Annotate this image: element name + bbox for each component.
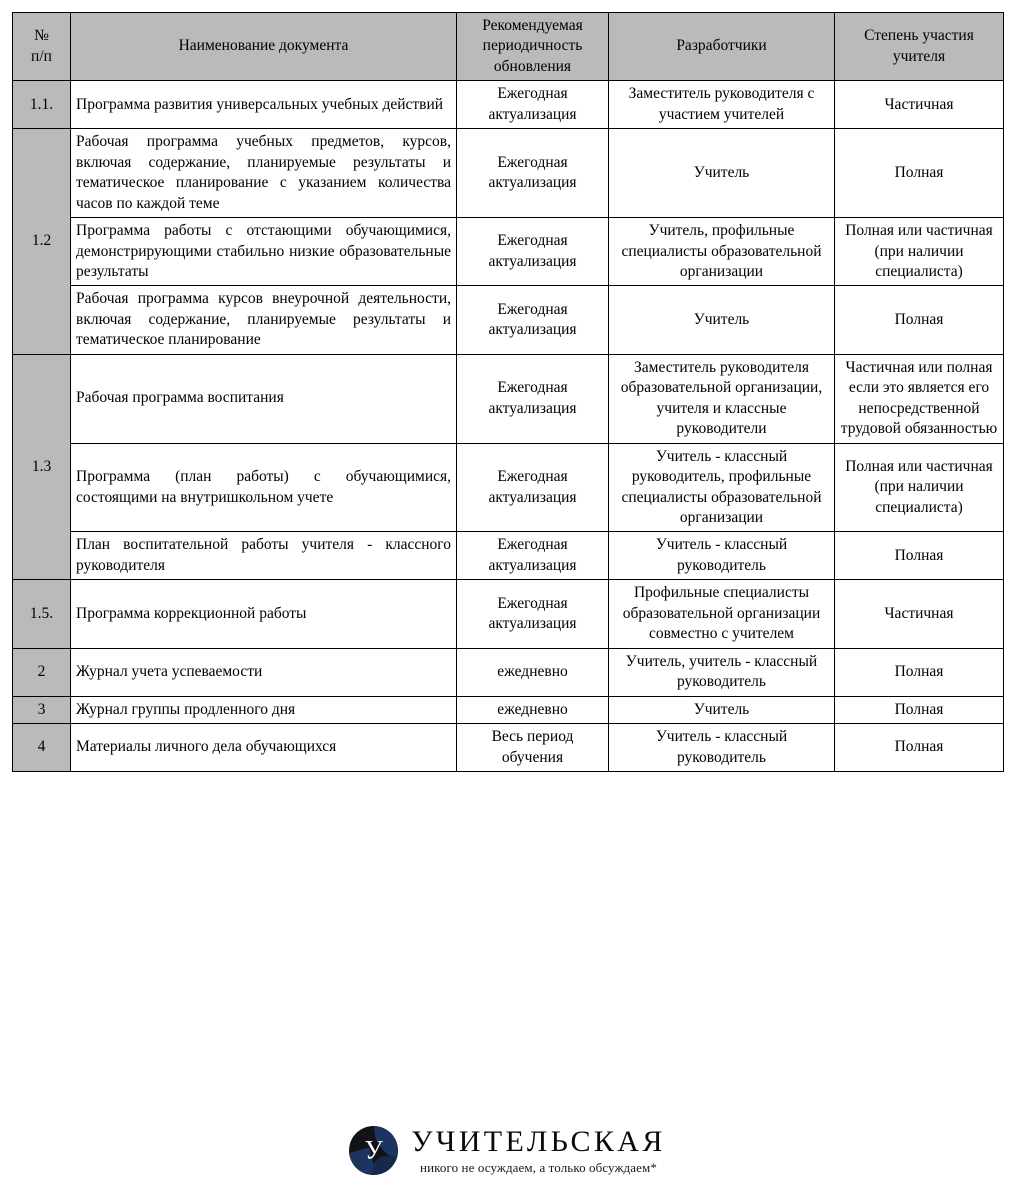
teacher-participation-cell: Полная <box>835 129 1004 218</box>
column-header-number-line2: п/п <box>31 47 52 65</box>
document-name-cell: Рабочая программа курсов внеурочной деятельности, включая содержание, планируемые результаты и тематическое планирование <box>71 286 457 354</box>
update-frequency-cell: Ежегодная актуализация <box>457 81 609 129</box>
column-header-document-name: Наименование документа <box>71 13 457 81</box>
row-number-cell: 3 <box>13 696 71 723</box>
document-name-cell: Материалы личного дела обучающихся <box>71 724 457 772</box>
developers-cell: Учитель <box>609 286 835 354</box>
developers-cell: Учитель - классный руководитель, профильные специалисты образовательной организации <box>609 443 835 532</box>
documents-table <box>12 12 1004 772</box>
table-row <box>13 218 1004 286</box>
developers-cell: Учитель, учитель - классный руководитель <box>609 648 835 696</box>
developers-cell: Профильные специалисты образовательной организации совместно с учителем <box>609 580 835 648</box>
table-row <box>13 443 1004 532</box>
table-header-row <box>13 13 1004 81</box>
logo-text-block <box>411 1127 666 1174</box>
document-name-cell: Программа развития универсальных учебных действий <box>71 81 457 129</box>
row-number-cell: 1.5. <box>13 580 71 648</box>
teacher-participation-cell: Полная <box>835 648 1004 696</box>
logo-tagline: никого не осуждаем, а только обсуждаем* <box>420 1160 657 1175</box>
document-name-cell: Рабочая программа воспитания <box>71 354 457 443</box>
logo-title: УЧИТЕЛЬСКАЯ <box>411 1125 666 1158</box>
update-frequency-cell: Ежегодная актуализация <box>457 354 609 443</box>
update-frequency-cell: ежедневно <box>457 648 609 696</box>
update-frequency-cell: Ежегодная актуализация <box>457 286 609 354</box>
update-frequency-cell: ежедневно <box>457 696 609 723</box>
table-row <box>13 580 1004 648</box>
footer-logo <box>0 1126 1015 1175</box>
column-header-teacher-participation <box>835 13 1004 81</box>
column-header-participation-line2: учителя <box>892 47 946 65</box>
teacher-participation-cell: Частичная <box>835 580 1004 648</box>
table-row <box>13 354 1004 443</box>
teacher-participation-cell: Полная <box>835 724 1004 772</box>
table-row <box>13 648 1004 696</box>
column-header-update-frequency <box>457 13 609 81</box>
developers-cell: Учитель - классный руководитель <box>609 532 835 580</box>
developers-cell: Учитель <box>609 129 835 218</box>
update-frequency-cell: Ежегодная актуализация <box>457 443 609 532</box>
developers-cell: Учитель, профильные специалисты образовательной организации <box>609 218 835 286</box>
column-header-frequency-line3: обновления <box>493 57 572 75</box>
developers-cell: Заместитель руководителя образовательной организации, учителя и классные руководители <box>609 354 835 443</box>
teacher-participation-cell: Полная <box>835 286 1004 354</box>
documents-table-container <box>12 12 1003 772</box>
update-frequency-cell: Ежегодная актуализация <box>457 532 609 580</box>
row-number-cell: 1.1. <box>13 81 71 129</box>
table-row <box>13 286 1004 354</box>
table-row <box>13 129 1004 218</box>
table-body <box>13 81 1004 772</box>
update-frequency-cell: Ежегодная актуализация <box>457 218 609 286</box>
row-number-cell: 1.2 <box>13 129 71 355</box>
document-name-cell: Журнал группы продленного дня <box>71 696 457 723</box>
document-name-cell: Журнал учета успеваемости <box>71 648 457 696</box>
document-name-cell: Программа (план работы) с обучающимися, состоящими на внутришкольном учете <box>71 443 457 532</box>
teacher-participation-cell: Полная <box>835 532 1004 580</box>
teacher-participation-cell: Частичная <box>835 81 1004 129</box>
emblem-letter: У <box>364 1134 383 1164</box>
teacher-participation-cell: Полная <box>835 696 1004 723</box>
table-row <box>13 696 1004 723</box>
document-name-cell: План воспитательной работы учителя - классного руководителя <box>71 532 457 580</box>
update-frequency-cell: Ежегодная актуализация <box>457 580 609 648</box>
developers-cell: Учитель <box>609 696 835 723</box>
developers-cell: Учитель - классный руководитель <box>609 724 835 772</box>
update-frequency-cell: Ежегодная актуализация <box>457 129 609 218</box>
document-name-cell: Программа коррекционной работы <box>71 580 457 648</box>
teacher-participation-cell: Полная или частичная (при наличии специалиста) <box>835 218 1004 286</box>
column-header-frequency-line2: периодичность <box>482 37 583 55</box>
row-number-cell: 2 <box>13 648 71 696</box>
table-row <box>13 532 1004 580</box>
column-header-frequency-line1: Рекомендуемая <box>482 17 583 34</box>
developers-cell: Заместитель руководителя с участием учителей <box>609 81 835 129</box>
uchitelskaya-emblem-icon <box>349 1126 398 1175</box>
row-number-cell: 1.3 <box>13 354 71 580</box>
column-header-number <box>13 13 71 81</box>
table-row <box>13 724 1004 772</box>
column-header-number-line1: № <box>34 27 49 45</box>
update-frequency-cell: Весь период обучения <box>457 724 609 772</box>
column-header-participation-line1: Степень участия <box>864 27 974 45</box>
document-name-cell: Программа работы с отстающими обучающимися, демонстрирующими стабильно низкие образовательные результаты <box>71 218 457 286</box>
teacher-participation-cell: Полная или частичная (при наличии специалиста) <box>835 443 1004 532</box>
document-name-cell: Рабочая программа учебных предметов, курсов, включая содержание, планируемые результаты и тематическое планирование с указанием количества часов по каждой теме <box>71 129 457 218</box>
table-row <box>13 81 1004 129</box>
row-number-cell: 4 <box>13 724 71 772</box>
column-header-developers: Разработчики <box>609 13 835 81</box>
table-header <box>13 13 1004 81</box>
teacher-participation-cell: Частичная или полная если это является его непосредственной трудовой обязанностью <box>835 354 1004 443</box>
